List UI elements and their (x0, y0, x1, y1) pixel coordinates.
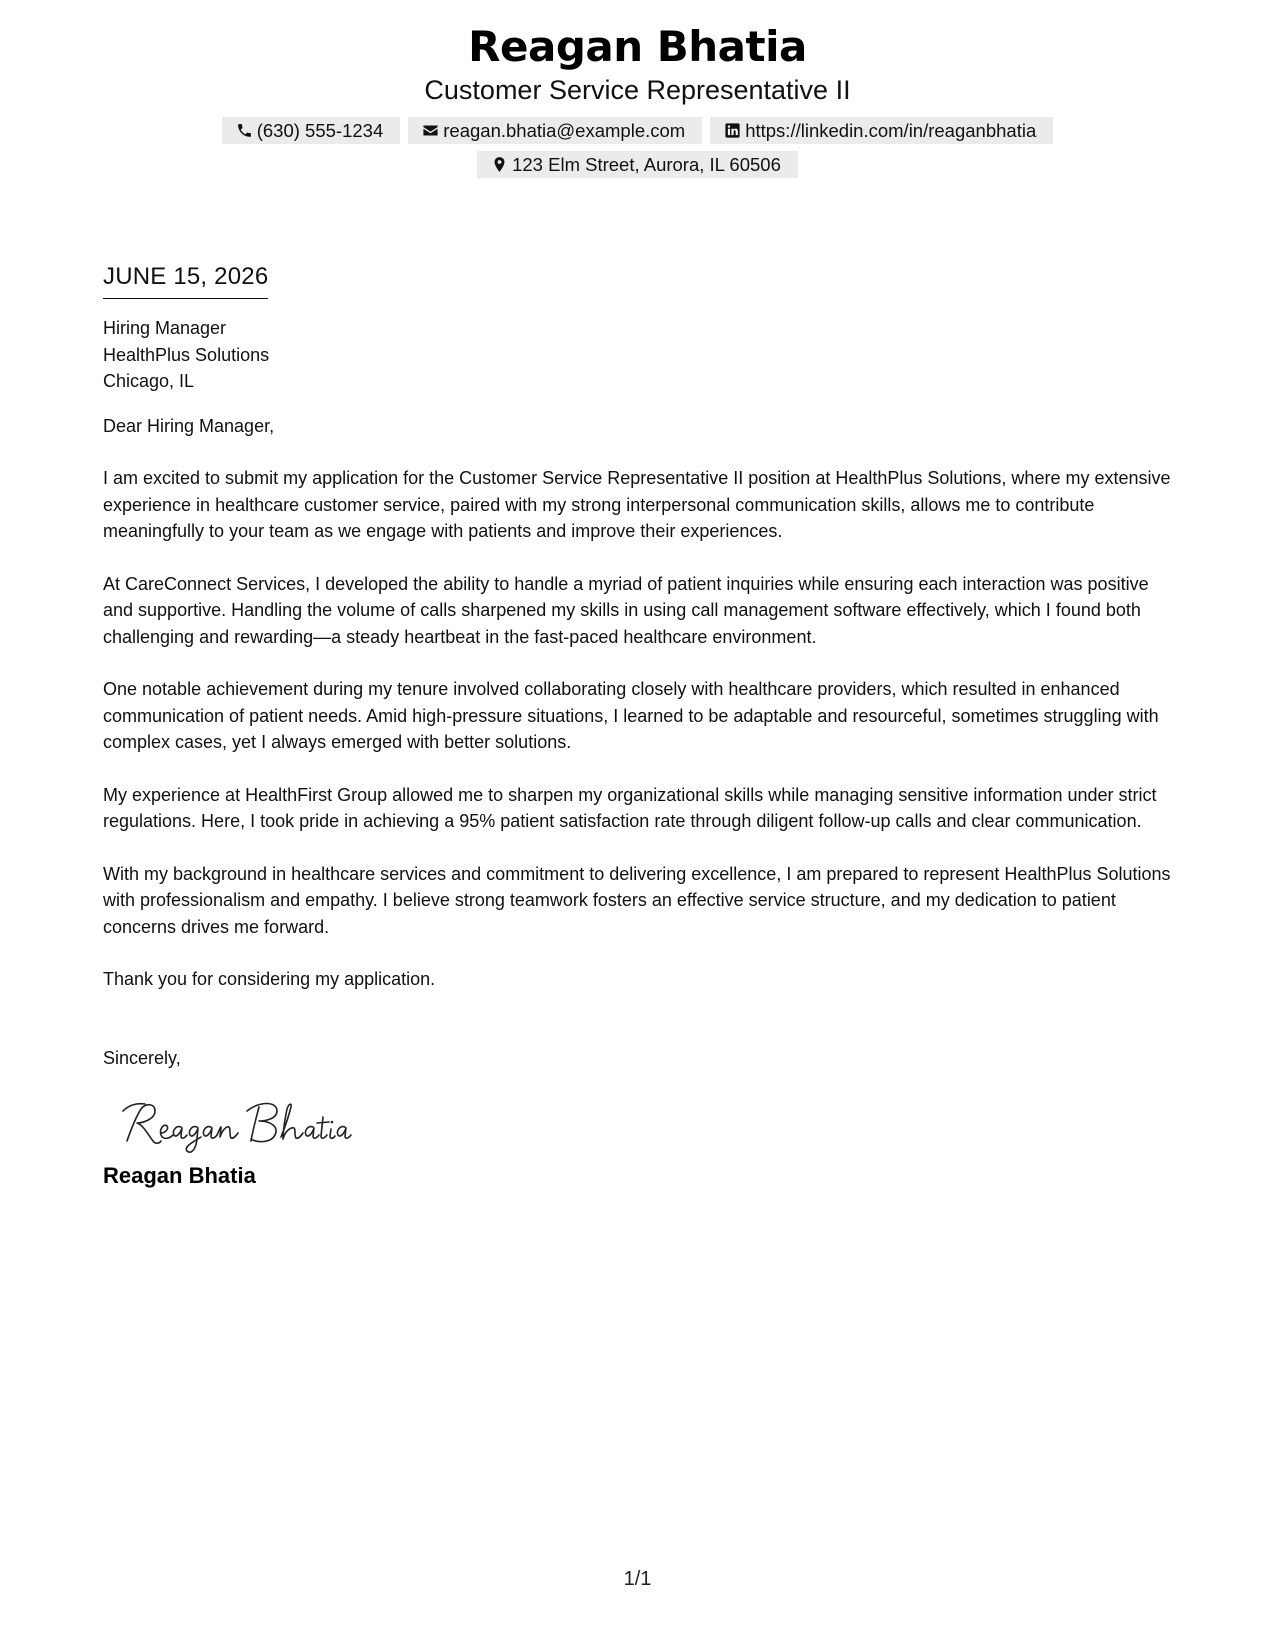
body-paragraph: My experience at HealthFirst Group allowed me to sharpen my organizational skills while managing sensitive information under strict regulations. Here, I took pride in achieving a 95% patient satisfaction rate through diligent follow-up calls and clear communication. (103, 784, 1157, 831)
recipient-line: Hiring Manager (103, 318, 227, 338)
handwritten-signature (119, 1089, 1178, 1161)
letter-date: JUNE 15, 2026 (103, 262, 268, 299)
map-marker-icon (491, 156, 508, 173)
linkedin-text: https://linkedin.com/in/reaganbhatia (745, 119, 1037, 141)
phone-icon (236, 122, 253, 139)
contact-phone[interactable] (222, 117, 401, 144)
closing: Sincerely, (103, 1047, 181, 1068)
signature-image (119, 1089, 359, 1161)
body-paragraph: At CareConnect Services, I developed the ability to handle a myriad of patient inquiries while ensuring each interaction was positive and supportive. Handling the volume of calls sharpened my skills in using call management software effectively, which I found both challenging and rewarding—a steady heartbeat in the fast-paced healthcare environment. (103, 573, 1149, 647)
body-paragraph: I am excited to submit my application for the Customer Service Representative II position at HealthPlus Solutions, where my extensive experience in healthcare customer service, paired with my strong interpersonal communication skills, allows me to contribute meaningfully to your team as we engage with patients and improve their experiences. (103, 468, 1171, 541)
page-number: 1/1 (623, 1568, 652, 1590)
applicant-name: Reagan Bhatia (468, 22, 807, 71)
recipient-block (103, 315, 1178, 395)
email-text: reagan.bhatia@example.com (443, 119, 686, 141)
phone-text: (630) 555-1234 (256, 119, 384, 141)
applicant-title: Customer Service Representative II (424, 75, 851, 105)
address-text: 123 Elm Street, Aurora, IL 60506 (512, 153, 781, 175)
letter-header (0, 20, 1275, 178)
body-paragraph: With my background in healthcare services and commitment to delivering excellence, I am prepared to represent HealthPlus Solutions with professionalism and empathy. I believe strong teamwork fosters an effective service structure, and my dedication to patient concerns drives me forward. (103, 863, 1171, 937)
linkedin-icon (724, 122, 741, 139)
envelope-icon (422, 122, 439, 139)
contact-email[interactable] (408, 117, 702, 144)
recipient-line: HealthPlus Solutions (103, 344, 270, 365)
contact-linkedin[interactable] (710, 117, 1053, 144)
salutation: Dear Hiring Manager, (103, 415, 275, 436)
letter-body (103, 262, 1178, 1191)
recipient-line: Chicago, IL (103, 371, 195, 391)
contact-list (0, 117, 1275, 178)
body-paragraph: Thank you for considering my application. (103, 969, 436, 989)
signed-name: Reagan Bhatia (103, 1163, 256, 1188)
contact-address (477, 151, 798, 178)
body-paragraph: One notable achievement during my tenure involved collaborating closely with healthcare providers, which resulted in enhanced communication of patient needs. Amid high-pressure situations, I learned to be adaptable and resourceful, sometimes struggling with complex cases, yet I always emerged with better solutions. (103, 679, 1159, 752)
